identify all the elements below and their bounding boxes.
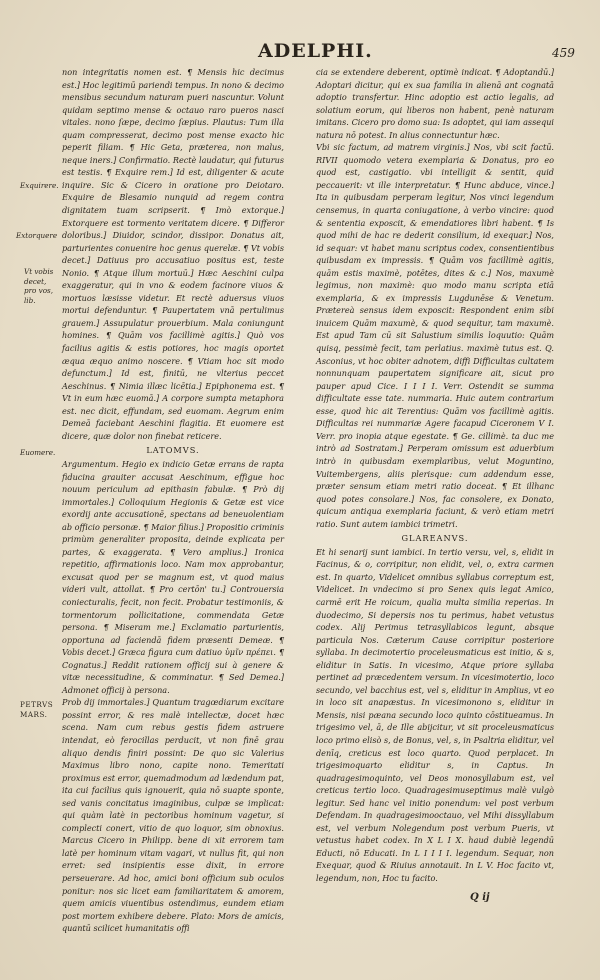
margin-note-exquirere: Exquirere. <box>20 181 59 190</box>
right-paragraph-2: Vbi sic factum, ad matrem virginis.] Nos, vbi scit factū. RIVII quomodo vetera exemplaria & Donatus, pro eo quod est, castigatio. vbi intelligit & sentit, quid peccauerit: vt ille interpretatur. ¶ Hunc abduce, vince.] Ita in quibusdam perperam legitur, Nos vinci legendum censemus, in quarta coniugatione, à verbo vincire: quod & sententia exposcit, & emendatiores libri habent. ¶ Is quod mihi de hac re dederit consilium, id exequar.] Nos, id sequar: vt habet manu scriptus codex, consentientibus quibusdam ex impressis. ¶ Quām vos facillimè agitis, quām estis maximè, potētes, dites & c.] Nos, maxumè legimus, non maximè: quo modo manu scripta etiā exemplaria, & ex impressis Lugdunēse & Venetum. Prætereà sensus idem exposcit: Respondent enim sibi inuicem Quām maxumè, & quod sequitur, tam maxumè. Est apud Tam cū sit Salustium similis loquutio: Quām quisq, pessimè fecit, tam perlatius. maximè tutus est. Q. Asconius, vt hoc obiter adnotem, diffi Difficultas cultatem nonnunquam paupertatem significare ait, sicut pro pauper apud Cice. I I I I. Verr. Ostendit se summa difficultate esse tate. nummaria. Huic autem contrarium esse, quod hic ait Terentius: Quām vos facillimè agitis. Difficultas rei nummariæ Agere facapud Ciceronem V I. Verr. pro inopia atque egestate. ¶ Ge. cillimè. ta duc me intrò ad Sostratam.] Perperam omissum est aduerbium intrò in quibusdam exemplaribus, velut Moguntino, Vuitembergens, aliis plerisque: cum addendum esse, præter sensum etiam metri ratio doceat. ¶ Et illhanc quod potes consolare.] Nos, fac consolere, ex Donato, quicum antiqua exemplaria faciunt, & verò etiam metri ratio. Sunt autem iambici trimetri. <box>316 142 554 529</box>
right-paragraph-3: Et hi senarij sunt iambici. In tertio versu, vel, s, elidit in Facinus, & o, corripitur, non elidit, vel, o, extra carmen est. In quarto, Videlicet omnibus syllabus correptum est, Videlicet. In vndecimo si pro Senex quis legat Amico, carmē erit He roicum, qualia multa similia reperias. In duodecimo, Si depersis nos tu perimus, habet vetustus codex. Alij Perimus tetrasyllabicos legunt, absque particula Nos. Cæterum Cause corripitur posteriore syllaba. In decimotertio proceleusmaticus est initio, & s, eliditur in Satis. In vicesimo, Atque priore syllaba pertinet ad præcedentem versum. In vicesimotertio, loco secundo, vel bacchius est, vel s, eliditur in Amplius, vt eo in loco sit anapæstus. In vicesimonono s, eliditur in Mensis, nisi pæana secundo loco quinto cōstitueamus. In trigesimo vel, ā, de Ille abijcitur, vt sit proceleusmaticus loco primo elisò s, de Bonus, vel, s, in Psaltria eliditur, vel denīq, creticus est loco quarto. Quod perplacet. In trigesimoquarto eliditur s, in Captus. In quadragesimoquinto, vel Deos monosyllabum est, vel creticus tertio loco. Quadragesimuseptimus malè vulgò legitur. Sed hanc vel initio ponendum: vel post verbum Defendam. In quadragesimooctauo, vel Mihi dissyllabum est, vel verbum Nolegendum post verbum Pueris, vt vetustus habet codex. In X L I X. haud dubiè legendū Educti, nō Educati. In L I I I I. legendum. Sequar, non Exequar, quod & Riuius annotauit. In L V. Hoc facito vt, legendum, non, Hoc tu facito. <box>316 546 554 883</box>
margin-note-petrus-mars: PETRVS MARS. <box>20 700 54 719</box>
section-heading-glareanus: GLAREANVS. <box>401 533 469 544</box>
left-paragraph-2: Argumentum. Hegio ex indicio Getæ errans de rapta fiducina grauiter accusat Aeschinum, effigue hoc nouum periculum ad epithasin fabulæ. ¶ Prò dij immortales.] Colloquium Hegionis & Getæ est vice exordij ante accusationē, spectans ad beneuolentiam ab officio personæ. ¶ Maior filius.] Propositio criminis primùm generaliter proposita, deinde explicata per partes, & exaggerata. ¶ Vero amplius.] Ironica repetitio, affirmationis loco. Nam mox approbantur, excusat quod per se magnum est, vt quod maius videri vult, attollat. ¶ Pro certōn' tu.] Controuersia coniecturalis, fecit, non fecit. Probatur testimoniis, & tormentorum pollicitatione, commendata Getæ persona. ¶ Miseram me.] Exclamatio parturientis, opportuna ad faciendā fidem præsenti Demeæ. ¶ Vobis decet.] Græca figura cum datiuo ὑμῖν πρέπει. ¶ Cognatus.] Reddit rationem officij sui à genere & vitæ necessitudine, & comminatur. ¶ Sed Demea.] Admonet officij à persona. <box>62 458 284 695</box>
margin-note-vt-vobis-decet: Vt vobis decet, pro vos, lib. <box>24 267 54 305</box>
right-column <box>316 66 554 885</box>
catchword: Q ij <box>470 892 490 903</box>
right-paragraph-1: cia se extendere deberent, optimè indicat. ¶ Adoptandū.] Adoptari dicitur, qui ex sua familia in alienā ant cognatā adoptio transfertur. Hinc adoptio est actio legalis, ad solatium eorum, qui liberos non habent, penè naturam imitans. Cicero pro domo sua: Is adoptet, qui iam assequi natura nō potest. In alius connectuntur hæc. <box>316 67 554 140</box>
page-number: 459 <box>552 46 575 60</box>
section-heading-latomus: LATOMVS. <box>146 445 200 456</box>
margin-note-euomere: Euomere. <box>20 448 56 457</box>
running-title: ADELPHI. <box>258 40 373 62</box>
left-paragraph-3: Prob dij immortales.] Quantum tragœdiarum excitare possint error, & res malè intellectæ, docet hæc scena. Nam cum rebus gestis fidem astruere intendat, eò ferocillas perducit, vt non finē grau aliquo dendis finiri possint: De quo sic Valerius Maximus libro nono, capite nono. Temeritati proximus est error, quemadmodum ad lædendum pat, ita cui facilius quis ignouerit, quia nō suapte sponte, sed vanis concitatus imaginibus, culpæ se implicat: qui quàm latè in pectoribus hominum vagetur, si complecti conert, vitio de quo loquor, sim obnoxius. Marcus Cicero in Philipp. bene di xit errorem tam latè per hominum vitam vagari, vt nullus fit, qui non erret: sed insipientis esse dixit, in errore perseuerare. Ad hoc, amici boni officium sub oculos ponitur: nos sic licet eam familiaritatem & amorem, quem amicis viuentibus ostendimus, eundem etiam post mortem exhibere debere. Plato: Mors de amicis, quantū scilicet humanitatis offi <box>62 697 284 934</box>
left-paragraph-1: non integritatis nomen est. ¶ Mensis hic decimus est.] Hoc legitimū pariendi tempus. In nono & decimo mensibus secundum naturam pueri nascuntur. Volunt quidam septimo mense & octauo raro pueros nasci vitales. nono ſæpe, decimo ſæpius. Plautus: Tum illa quam compresserat, decimo post mense exacto hic peperit filiam. ¶ Hic Geta, præterea, non malus, neque iners.] Confirmatio. Rectè laudatur, qui futurus est testis. ¶ Exquire rem.] Id est, diligenter & acute inquire. Sic & Cicero in oratione pro Deiotaro. Exquire de Blesamio nunquid ad regem contra dignitatem tuam scripserit. ¶ Imò extorque.] Extorquere est tormento veritatem dicere. ¶ Differor doloribus.] Diuidor, scindor, dissipor. Donatus ait, parturientes conuenire hoc genus querelæ. ¶ Vt vobis decet.] Datiuus pro accusatiuo positus est, teste Nonio. ¶ Atque illum mortuū.] Hæc Aeschini culpa exaggeratur, qui in vno & eodem facinore viuos & mortuos læsisse videtur. Et rectè aduersus viuos mortui defenduntur. ¶ Paupertatem vnā pertulimus grauem.] Assupulatur prouerbium. Mala coniungunt homines. ¶ Quām vos facillimè agitis.] Quò vos facilius agitis & estis potiores, hoc magis oportet æqua æquo animo noscere. ¶ Vtiam hoc sit modo defunctum.] Id est, finitū, ne vlterius peccet Aeschinus. ¶ Nimia illæc licētia.] Epiphonema est. ¶ Vt in eum hæc euomā.] A corpore sumpta metaphora est. nec dicit, effundam, sed euomam. Aegrum enim Demeā faciebant Aeschini flagitia. Et euomere est dicere, quæ dolor non finebat reticere. <box>62 67 284 441</box>
left-column <box>62 66 284 935</box>
margin-note-extorquere: Extorquere <box>16 231 58 240</box>
